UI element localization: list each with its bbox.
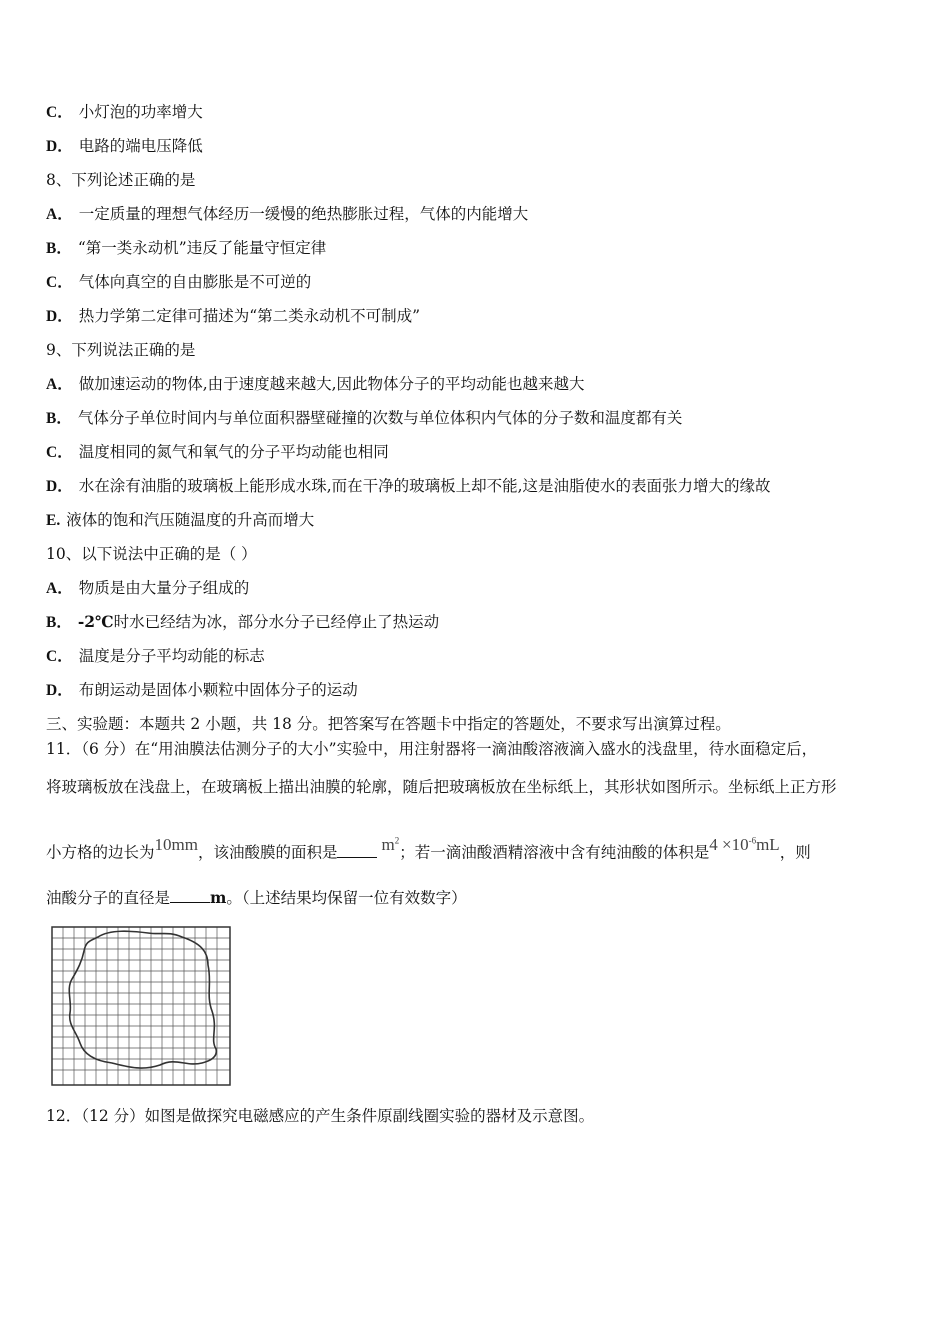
option-text: 气体分子单位时间内与单位面积器壁碰撞的次数与单位体积内气体的分子数和温度都有关	[77, 409, 683, 427]
oil-film-grid-figure	[50, 925, 232, 1087]
q11-text: ，该油酸膜的面积是	[197, 843, 338, 862]
option-letter: B．	[46, 240, 72, 257]
q12-stem: 12．（12 分）如图是做探究电磁感应的产生条件原副线圈实验的器材及示意图。	[46, 1107, 595, 1125]
option-text: 物质是由大量分子组成的	[78, 579, 250, 597]
q11-line-1: 11．（6 分）在“用油膜法估测分子的大小”实验中，用注射器将一滴油酸溶液滴入盛水的浅盘里，待水面稳定后，	[46, 740, 818, 758]
option-letter: E.	[46, 512, 61, 529]
option-text: 布朗运动是固体小颗粒中固体分子的运动	[78, 681, 358, 699]
option-letter: D．	[46, 478, 73, 495]
option-text: 做加速运动的物体,由于速度越来越大,因此物体分子的平均动能也越来越大	[78, 375, 585, 393]
volume-exp: -6	[748, 835, 757, 845]
diameter-answer-blank[interactable]	[170, 888, 210, 903]
q11-line-4	[46, 888, 467, 908]
option-text: 液体的饱和汽压随温度的升高而增大	[66, 511, 315, 529]
q8-option-d	[46, 306, 420, 327]
q10-option-b	[46, 612, 439, 633]
area-unit-math	[381, 835, 399, 854]
q10-stem: 10、以下说法中正确的是（ ）	[46, 545, 257, 563]
option-letter: A．	[46, 206, 73, 223]
option-text: 温度相同的氮气和氧气的分子平均动能也相同	[78, 443, 389, 461]
option-letter: A．	[46, 580, 73, 597]
option-letter: B．	[46, 410, 72, 427]
q9-option-d	[46, 476, 771, 497]
q11-text: 。（上述结果均保留一位有效数字）	[226, 889, 467, 907]
option-text: 气体向真空的自由膨胀是不可逆的	[78, 273, 312, 291]
option-letter: B．	[46, 614, 72, 631]
option-text: “第一类永动机”违反了能量守恒定律	[77, 239, 327, 257]
q10-option-a	[46, 578, 249, 599]
option-text: 时水已经结为冰，部分水分子已经停止了热运动	[113, 613, 440, 631]
q9-stem: 9、下列说法正确的是	[46, 341, 196, 359]
option-letter: A．	[46, 376, 73, 393]
option-text: 水在涂有油脂的玻璃板上能形成水珠,而在干净的玻璃板上却不能,这是油脂使水的表面张力增大的缘故	[78, 477, 771, 495]
q11-line-3	[46, 834, 811, 863]
option-text: 电路的端电压降低	[78, 137, 203, 155]
area-answer-blank[interactable]	[337, 843, 377, 858]
q11-text: 小方格的边长为	[46, 843, 155, 862]
q11-text: 油酸分子的直径是	[46, 889, 171, 907]
option-text: 温度是分子平均动能的标志	[78, 647, 265, 665]
q8-option-b	[46, 238, 326, 259]
q10-option-c	[46, 646, 265, 667]
volume-base: 4 ×10	[709, 834, 749, 854]
q11-line-2: 将玻璃板放在浅盘上，在玻璃板上描出油膜的轮廓，随后把玻璃板放在坐标纸上，其形状如图所示。坐标纸上正方形	[46, 778, 837, 796]
option-letter: C．	[46, 104, 73, 121]
option-text: 热力学第二定律可描述为“第二类永动机不可制成”	[78, 307, 421, 325]
option-letter: C．	[46, 648, 73, 665]
option-letter: C．	[46, 274, 73, 291]
unit-exp: 2	[394, 835, 400, 845]
q7-option-d	[46, 136, 203, 157]
q9-option-b	[46, 408, 682, 429]
q9-option-e	[46, 510, 314, 531]
temperature-value: -2℃	[77, 612, 114, 631]
q8-option-a	[46, 204, 528, 225]
q9-option-a	[46, 374, 585, 395]
q7-option-c	[46, 102, 203, 123]
option-letter: C．	[46, 444, 73, 461]
q8-stem: 8、下列论述正确的是	[46, 171, 196, 189]
option-letter: D．	[46, 138, 73, 155]
side-length-math: 10mm	[154, 834, 198, 854]
volume-math	[709, 835, 779, 854]
q10-option-d	[46, 680, 358, 701]
q11-text: ，则	[779, 843, 811, 862]
option-letter: D．	[46, 308, 73, 325]
volume-unit: mL	[756, 834, 780, 854]
option-text: 一定质量的理想气体经历一缓慢的绝热膨胀过程，气体的内能增大	[78, 205, 529, 223]
q8-option-c	[46, 272, 311, 293]
diameter-unit: m	[210, 888, 227, 907]
unit-m: m	[381, 834, 395, 854]
option-text: 小灯泡的功率增大	[78, 103, 203, 121]
q11-text: ；若一滴油酸酒精溶液中含有纯油酸的体积是	[399, 843, 710, 862]
oil-film-outline	[69, 931, 216, 1068]
section-3-heading: 三、实验题：本题共 2 小题，共 18 分。把答案写在答题卡中指定的答题处，不要求写出演算过程。	[46, 715, 731, 733]
q9-option-c	[46, 442, 389, 463]
option-letter: D．	[46, 682, 73, 699]
